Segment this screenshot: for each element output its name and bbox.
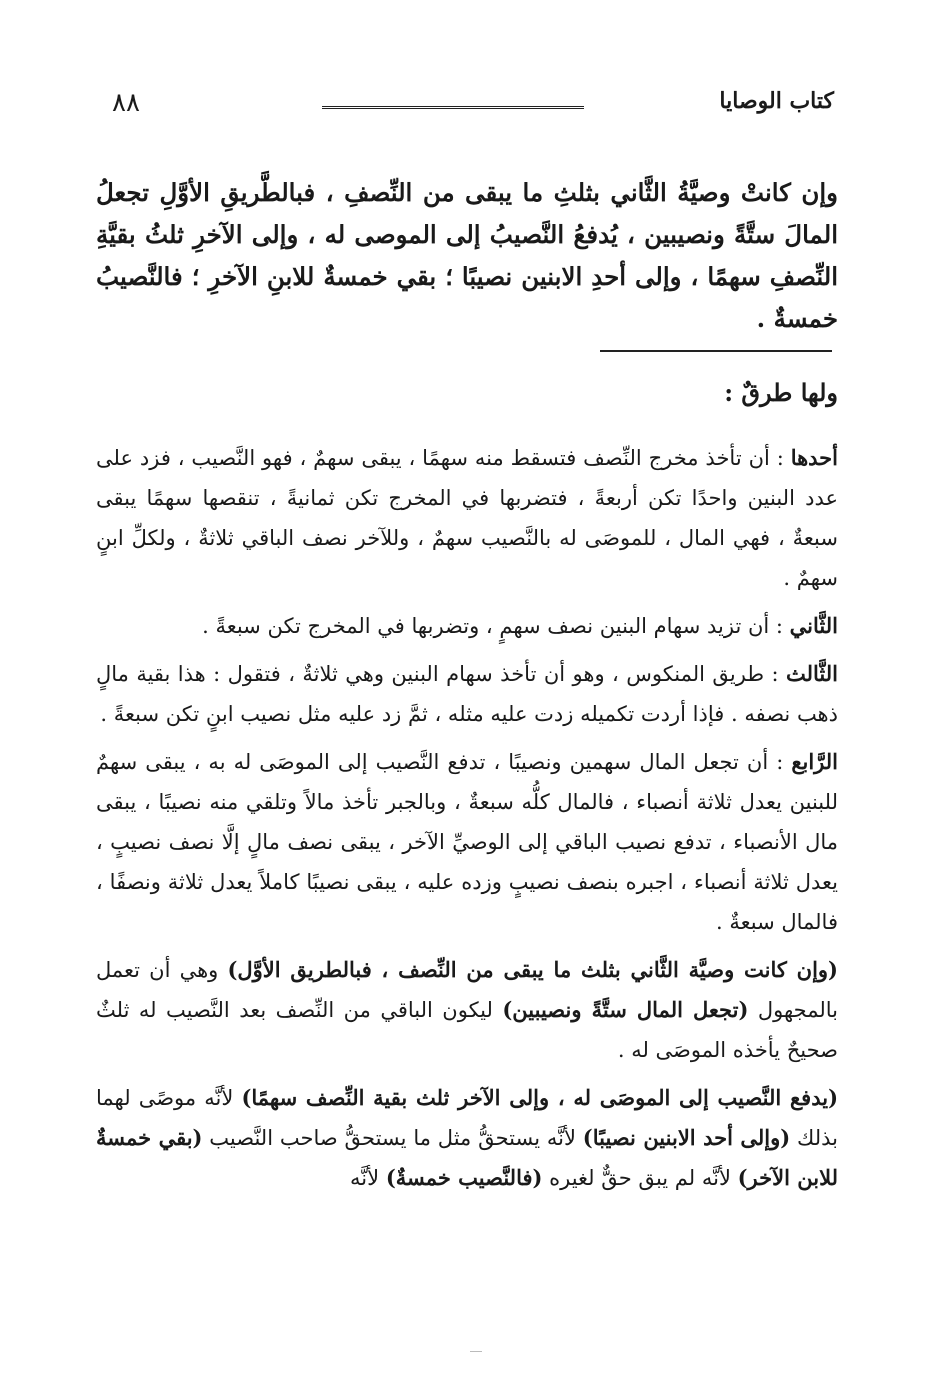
method-paragraph bbox=[96, 742, 838, 942]
method-text: : أن تزيد سهام البنين نصف سهمٍ ، وتضربها في المخرج تكن سبعةً . bbox=[202, 614, 790, 638]
method-text: : أن تجعل المال سهمين ونصيبًا ، تدفع النَّصيب إلى الموصَى له به ، يبقى سهمٌ للبنين يعدل ثلاثة أنصباء ، فالمال كلُّه سبعةٌ ، وبالجبر تأخذ مالاً وتلقي منه نصيبًا ، يبقى مال الأنصباء ، تدفع نصيب الباقي إلى الوصيِّ الآخر ، يبقى نصف مالٍ إلَّا نصف نصيبٍ ، يعدل ثلاثة أنصباء ، اجبره بنصف نصيبٍ وزده عليه ، يبقى نصيبًا كاملاً يعدل ثلاثة ونصفًا ، فالمال سبعةٌ . bbox=[96, 750, 838, 934]
quoted-matn: (يدفع النَّصيب إلى الموصَى له ، وإلى الآخر ثلث بقية النِّصف سهمًا) bbox=[241, 1085, 839, 1110]
commentary-text: لأنَّه لم يبق حقٌّ لغيره bbox=[542, 1166, 738, 1190]
quoted-matn: (بقي خمسةٌ للابن الآخر) bbox=[96, 1125, 838, 1190]
method-lead: الرَّابع bbox=[791, 749, 838, 774]
method-paragraph bbox=[96, 438, 838, 598]
commentary-body bbox=[96, 438, 838, 1206]
method-text: : طريق المنكوس ، وهو أن تأخذ سهام البنين وهي ثلاثةٌ ، فتقول : هذا بقية مالٍ ذهب نصفه . فإذا أردت تكميله زدت عليه مثله ، ثمَّ زد عليه مثل نصيب ابنٍ تكن سبعةً . bbox=[96, 662, 838, 726]
running-header bbox=[96, 84, 838, 124]
commentary-text: وهي أن تعمل بالمجهول bbox=[96, 958, 838, 1022]
method-text: : أن تأخذ مخرج النِّصف فتسقط منه سهمًا ، يبقى سهمٌ ، فهو النَّصيب ، فزد على عدد البنين واحدًا تكن أربعةً ، فتضربها في المخرج تكن ثمانيةً ، تنقصها سهمًا يبقى سبعةٌ ، فهي المال ، للموصَى له بالنَّصيب سهمٌ ، وللآخر نصف الباقي ثلاثةٌ ، ولكلِّ ابنٍ سهمٌ . bbox=[96, 446, 838, 590]
commentary-text: لأنَّه موصًى لهما بذلك bbox=[96, 1086, 838, 1150]
matn-text: وإن كانتْ وصيَّةُ الثَّاني بثلثِ ما يبقى من النِّصفِ ، فبالطَّريقِ الأوَّلِ تجعلُ المالَ ستَّةً ونصيبين ، يُدفعُ النَّصيبُ إلى الموصى له ، وإلى الآخرِ ثلثُ بقيَّةِ النِّصفِ سهمًا ، وإلى أحدِ الابنين نصيبًا ؛ بقي خمسةٌ للابنِ الآخرِ ؛ فالنَّصيبُ خمسةٌ . bbox=[96, 178, 838, 333]
method-lead: الثَّالث bbox=[786, 661, 838, 686]
quoted-matn: (تجعل المال ستَّةً ونصيبين) bbox=[502, 997, 749, 1022]
method-lead: أحدها bbox=[790, 445, 838, 470]
page-number: ٨٨ bbox=[112, 88, 140, 118]
commentary-text: لأنَّه bbox=[350, 1166, 386, 1190]
method-paragraph bbox=[96, 654, 838, 734]
commentary-paragraph bbox=[96, 1078, 838, 1198]
commentary-text: ليكون الباقي من النِّصف بعد النَّصيب له ثلثٌ صحيحٌ يأخذه الموصَى له . bbox=[96, 998, 838, 1062]
quoted-matn: (وإن كانت وصيَّة الثَّاني بثلث ما يبقى من النِّصف ، فبالطريق الأوَّل) bbox=[227, 957, 838, 982]
commentary-paragraph bbox=[96, 950, 838, 1070]
page-footer-mark bbox=[470, 1351, 482, 1352]
matn-separator bbox=[600, 350, 832, 352]
method-lead: الثَّاني bbox=[789, 613, 838, 638]
header-rule bbox=[322, 106, 584, 109]
section-subheading: ولها طرقٌ : bbox=[724, 378, 838, 407]
commentary-text: لأنَّه يستحقُّ مثل ما يستحقُّ صاحب النَّصيب bbox=[202, 1126, 583, 1150]
quoted-matn: (فالنَّصيب خمسةٌ) bbox=[385, 1165, 543, 1190]
method-paragraph bbox=[96, 606, 838, 646]
quoted-matn: (وإلى أحد الابنين نصيبًا) bbox=[582, 1125, 791, 1150]
book-title: كتاب الوصايا bbox=[719, 88, 834, 114]
